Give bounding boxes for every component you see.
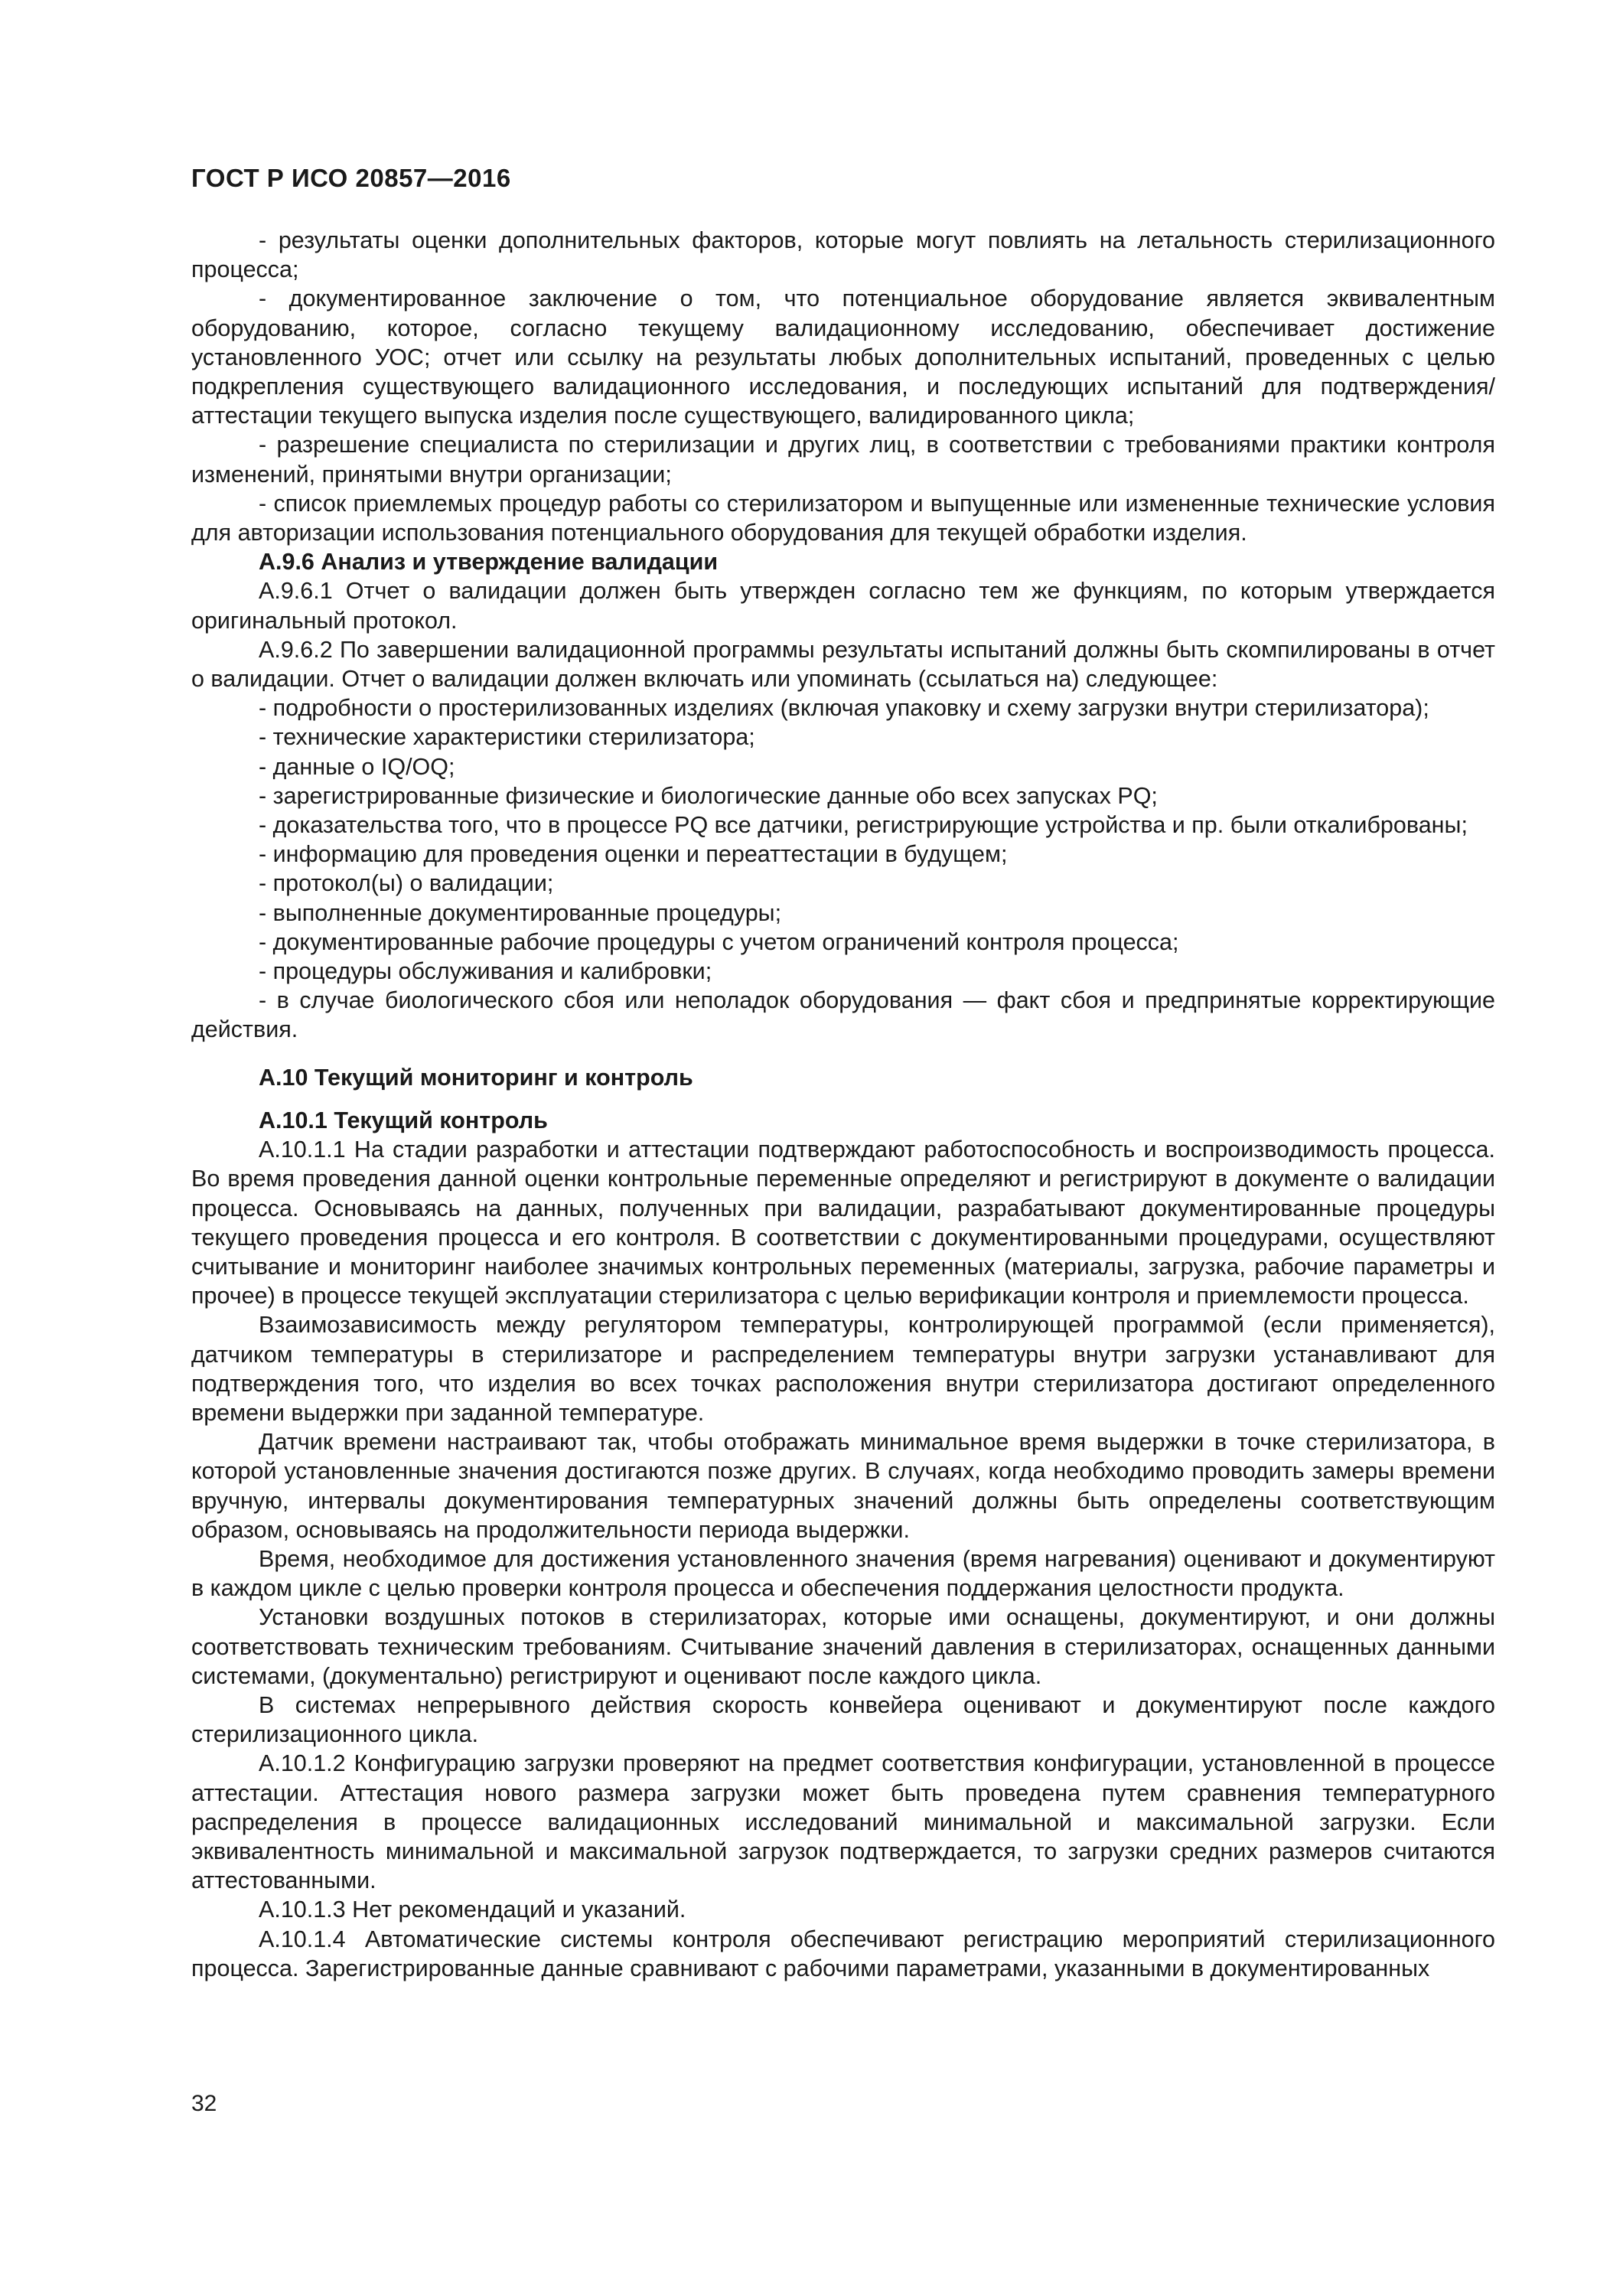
paragraph: Датчик времени настраивают так, чтобы отображать минимальное время выдержки в точке стерилизатора, в которой установленные значения достигаются позже других. В случаях, когда необходимо проводить замеры времени вручную, интервалы документирования температурных значений должны быть определены соответствующим образом, основываясь на продолжительности периода выдержки. (191, 1429, 1495, 1543)
list-item: - результаты оценки дополнительных факторов, которые могут повлиять на летальность стерилизационного процесса; (191, 227, 1495, 283)
paragraph-a1014: А.10.1.4 Автоматические системы контроля обеспечивают регистрацию мероприятий стерилизационного процесса. Зарегистрированные данные сравнивают с рабочими параметрами, указанными в документированных (191, 1926, 1495, 1981)
subsection-heading-a101: А.10.1 Текущий контроль (259, 1107, 548, 1133)
list-item: - доказательства того, что в процессе PQ все датчики, регистрирующие устройства и пр. были откалиброваны; (259, 812, 1468, 839)
list-item: - разрешение специалиста по стерилизации и других лиц, в соответствии с требованиями практики контроля изменений, принятыми внутри организации; (191, 432, 1495, 488)
document-header: ГОСТ Р ИСО 20857—2016 (191, 164, 511, 192)
list-item: - документированное заключение о том, что потенциальное оборудование является эквивалентным оборудованию, которое, согласно текущему валидационному исследованию, обеспечивает достижение установленного УОС; отчет или ссылку на результаты любых дополнительных испытаний, проведенных с целью подкрепления существующего валидационного исследования, и последующих испытаний для подтверждения/аттестации текущего выпуска изделия после существующего, валидированного цикла; (191, 285, 1495, 429)
list-item: - подробности о простерилизованных изделиях (включая упаковку и схему загрузки внутри стерилизатора); (259, 695, 1429, 722)
section-heading-a10: А.10 Текущий мониторинг и контроль (259, 1064, 693, 1091)
list-item: - в случае биологического сбоя или неполадок оборудования — факт сбоя и предпринятые корректирующие действия. (191, 987, 1495, 1043)
list-item: - зарегистрированные физические и биологические данные обо всех запусках PQ; (259, 782, 1158, 809)
list-item: - технические характеристики стерилизатора; (259, 724, 755, 751)
subsection-heading-a96: А.9.6 Анализ и утверждение валидации (259, 549, 719, 576)
paragraph: Установки воздушных потоков в стерилизаторах, которые ими оснащены, документируют, и они должны соответствовать техническим требованиям. Считывание значений давления в стерилизаторах, оснащенных данными системами, (документально) регистрируют и оценивают после каждого цикла. (191, 1604, 1495, 1689)
document-body (191, 226, 1495, 1983)
page-number: 32 (191, 2091, 217, 2116)
paragraph-a961: А.9.6.1 Отчет о валидации должен быть утвержден согласно тем же функциям, по которым утверждается оригинальный протокол. (191, 578, 1495, 634)
paragraph-a1011: А.10.1.1 На стадии разработки и аттестации подтверждают работоспособность и воспроизводимость процесса. Во время проведения данной оценки контрольные переменные определяют и регистрируют в документе о валидации процесса. Основываясь на данных, полученных при валидации, разрабатывают документированные процедуры текущего проведения процесса и его контроля. В соответствии с документированными процедурами, осуществляют считывание и мониторинг наиболее значимых контрольных переменных (материалы, загрузка, рабочие параметры и прочее) в процессе текущей эксплуатации стерилизатора с целью верификации контроля и приемлемости процесса. (191, 1137, 1495, 1309)
paragraph: Время, необходимое для достижения установленного значения (время нагревания) оценивают и документируют в каждом цикле с целью проверки контроля процесса и обеспечения поддержания целостности продукта. (191, 1545, 1495, 1602)
list-item: - процедуры обслуживания и калибровки; (259, 958, 712, 985)
paragraph: Взаимозависимость между регулятором температуры, контролирующей программой (если применяется), датчиком температуры в стерилизаторе и распределением температуры внутри загрузки устанавливают для подтверждения того, что изделия во всех точках расположения внутри стерилизатора достигают определенного времени выдержки при заданной температуре. (191, 1312, 1495, 1426)
paragraph: В системах непрерывного действия скорость конвейера оценивают и документируют после каждого стерилизационного цикла. (191, 1691, 1495, 1748)
list-item: - выполненные документированные процедуры; (259, 899, 782, 926)
paragraph-a1012: А.10.1.2 Конфигурацию загрузки проверяют на предмет соответствия конфигурации, установленной в процессе аттестации. Аттестация нового размера загрузки может быть проведена путем сравнения температурного распределения в процессе валидационных исследований минимальной и максимальной загрузки. Если эквивалентность минимальной и максимальной загрузок подтверждается, то загрузки средних размеров считаются аттестованными. (191, 1750, 1495, 1894)
list-item: - данные о IQ/OQ; (259, 753, 455, 780)
list-item: - документированные рабочие процедуры с учетом ограничений контроля процесса; (259, 928, 1179, 955)
list-item: - информацию для проведения оценки и переаттестации в будущем; (259, 841, 1008, 868)
paragraph-a962: А.9.6.2 По завершении валидационной программы результаты испытаний должны быть скомпилированы в отчет о валидации. Отчет о валидации должен включать или упоминать (ссылаться на) следующее: (191, 636, 1495, 693)
list-item: - протокол(ы) о валидации; (259, 870, 554, 897)
list-item: - список приемлемых процедур работы со стерилизатором и выпущенные или измененные технические условия для авторизации использования потенциального оборудования для текущей обработки изделия. (191, 490, 1495, 546)
paragraph-a1013: А.10.1.3 Нет рекомендаций и указаний. (259, 1896, 686, 1923)
